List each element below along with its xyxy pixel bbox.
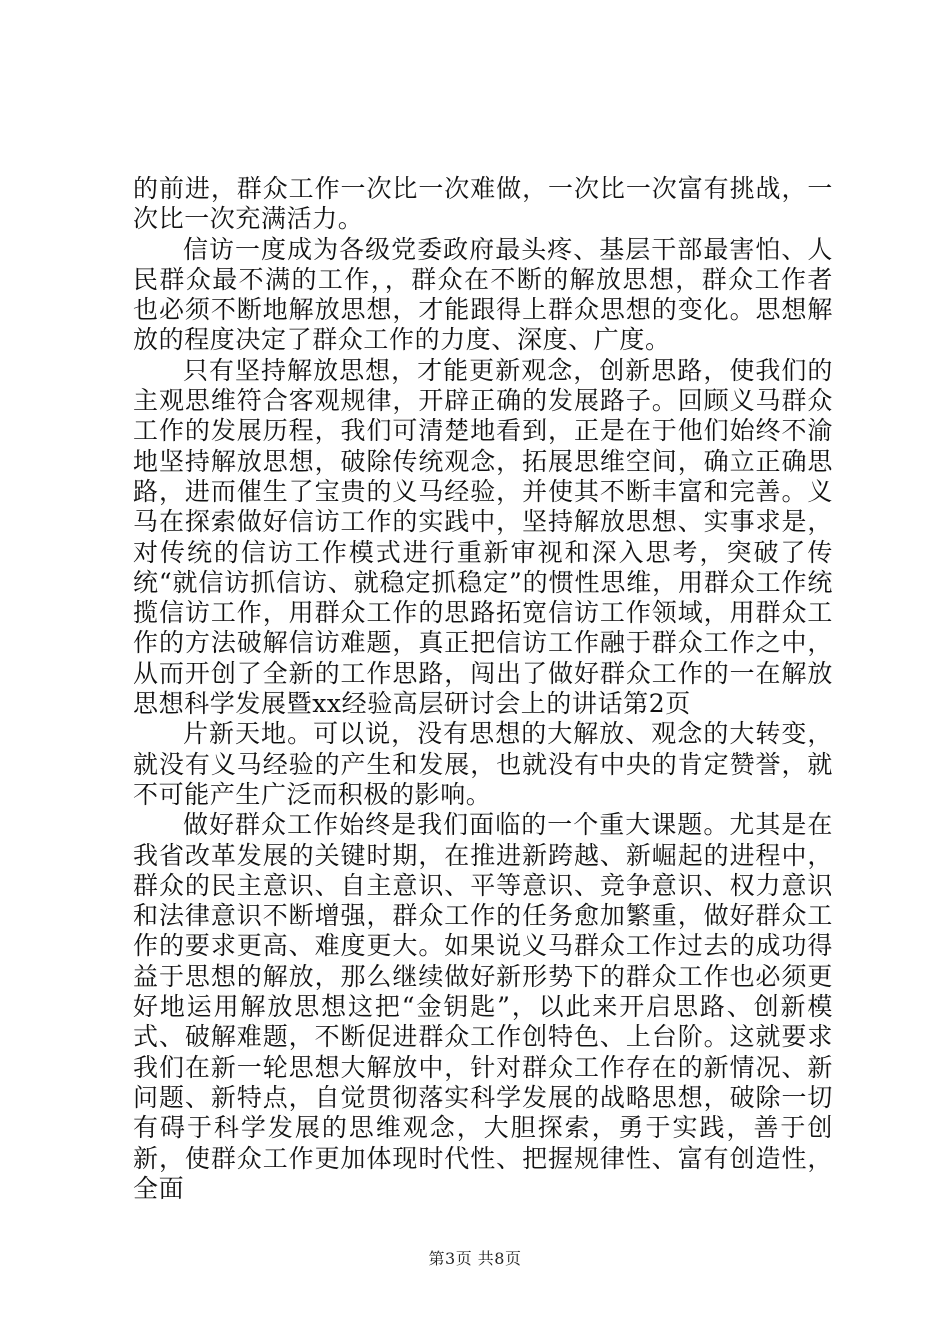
paragraph-5: 做好群众工作始终是我们面临的一个重大课题。尤其是在我省改革发展的关键时期，在推进新跨越、新崛起的进程中，群众的民主意识、自主意识、平等意识、竞争意识、权力意识和法律意识不断增强，群众工作的任务愈加繁重，做好群众工作的要求更高、难度更大。如果说义马群众工作过去的成功得益于思想的解放，那么继续做好新形势下的群众工作也必须更好地运用解放思想这把“金钥匙”，以此来开启思路、创新模式、破解难题，不断促进群众工作创特色、上台阶。这就要求我们在新一轮思想大解放中，针对群众工作存在的新情况、新问题、新特点，自觉贯彻落实科学发展的战略思想，破除一切有碍于科学发展的思维观念，大胆探索，勇于实践，善于创新，使群众工作更加体现时代性、把握规律性、富有创造性，全面 bbox=[133, 810, 833, 1203]
page-number-footer: 第3页 共8页 bbox=[428, 1249, 522, 1268]
paragraph-2: 信访一度成为各级党委政府最头疼、基层干部最害怕、人民群众最不满的工作，，群众在不断的解放思想，群众工作者也必须不断地解放思想，才能跟得上群众思想的变化。思想解放的程度决定了群众工作的力度、深度、广度。 bbox=[133, 234, 833, 355]
paragraph-4: 片新天地。可以说，没有思想的大解放、观念的大转变，就没有义马经验的产生和发展，也就没有中央的肯定赞誉，就不可能产生广泛而积极的影响。 bbox=[133, 719, 833, 809]
paragraph-1: 的前进，群众工作一次比一次难做，一次比一次富有挑战，一次比一次充满活力。 bbox=[133, 174, 833, 234]
paragraph-3: 只有坚持解放思想，才能更新观念，创新思路，使我们的主观思维符合客观规律，开辟正确的发展路子。回顾义马群众工作的发展历程，我们可清楚地看到，正是在于他们始终不渝地坚持解放思想，破除传统观念，拓展思维空间，确立正确思路，进而催生了宝贵的义马经验，并使其不断丰富和完善。义马在探索做好信访工作的实践中，坚持解放思想、实事求是，对传统的信访工作模式进行重新审视和深入思考，突破了传统“就信访抓信访、就稳定抓稳定”的惯性思维，用群众工作统揽信访工作，用群众工作的思路拓宽信访工作领域，用群众工作的方法破解信访难题，真正把信访工作融于群众工作之中，从而开创了全新的工作思路，闯出了做好群众工作的一在解放思想科学发展暨xx经验高层研讨会上的讲话第2页 bbox=[133, 355, 833, 719]
document-body bbox=[133, 174, 833, 1204]
